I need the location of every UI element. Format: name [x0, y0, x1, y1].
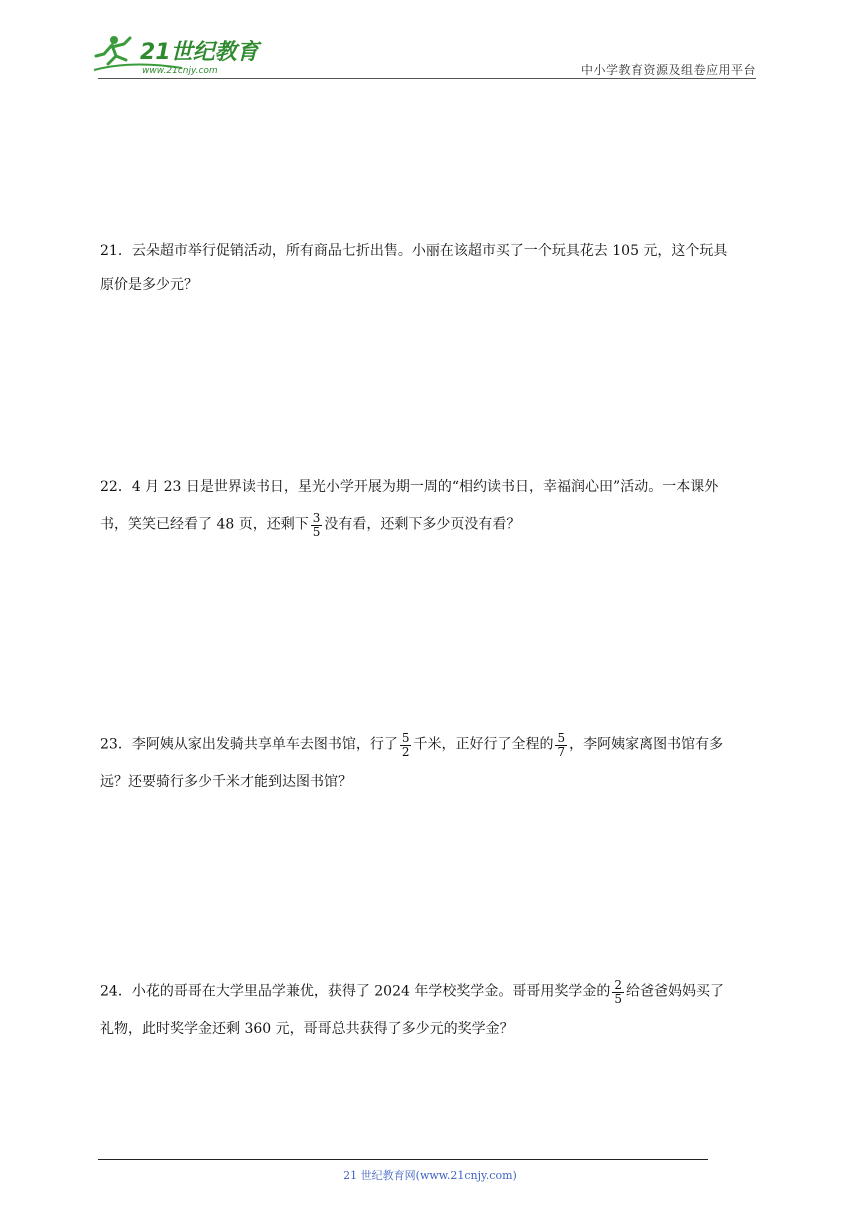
logo-url: www.21cnjy.com [142, 66, 218, 76]
fraction [400, 732, 412, 759]
question-24-line-2: 礼物，此时奖学金还剩 360 元，哥哥总共获得了多少元的奖学金？ [100, 1021, 514, 1037]
fraction-denominator: 5 [614, 992, 622, 1006]
fraction-denominator: 7 [557, 745, 566, 759]
question-23 [100, 731, 762, 792]
question-23-text-b: 千米，正好行了全程的 [413, 736, 554, 753]
fraction-numerator: 5 [401, 731, 410, 745]
question-21-line-1: 21．云朵超市举行促销活动，所有商品七折出售。小丽在该超市买了一个玩具花去 105 元，这个玩具 [100, 243, 728, 259]
fraction-numerator: 3 [312, 511, 321, 525]
question-22-line-1: 22．4 月 23 日是世界读书日，星光小学开展为期一周的“相约读书日，幸福润心田”活动。一本课外 [100, 479, 719, 495]
question-23-text-c: ，李阿姨家离图书馆有多 [569, 736, 724, 753]
fraction-denominator: 5 [312, 525, 321, 539]
question-23-line-1 [100, 731, 762, 758]
question-21-line-2: 原价是多少元？ [100, 277, 198, 293]
platform-title: 中小学教育资源及组卷应用平台 [580, 63, 756, 77]
header-divider [98, 78, 756, 79]
question-24 [100, 978, 762, 1039]
footer-divider [98, 1159, 708, 1160]
fraction-numerator: 5 [557, 731, 566, 745]
question-22-line-2 [100, 511, 762, 538]
question-24-text-a: 24．小花的哥哥在大学里品学兼优，获得了 2024 年学校奖学金。哥哥用奖学金的 [100, 983, 611, 1000]
question-22-text-b: 没有看，还剩下多少页没有看？ [324, 516, 521, 533]
question-23-text-a: 23．李阿姨从家出发骑共享单车去图书馆，行了 [100, 736, 398, 753]
question-22 [100, 477, 762, 538]
page-header [0, 0, 860, 80]
fraction-denominator: 2 [401, 745, 410, 759]
fraction [555, 732, 567, 759]
question-23-line-2: 远？还要骑行多少千米才能到达图书馆？ [100, 774, 352, 790]
question-22-text-a: 书，笑笑已经看了 48 页，还剩下 [100, 516, 309, 533]
site-logo[interactable] [92, 34, 262, 78]
logo-text: 21世纪教育 [140, 40, 259, 65]
question-24-line-1 [100, 978, 762, 1005]
runner-logo-icon [92, 34, 262, 78]
fraction-numerator: 2 [614, 978, 622, 992]
question-24-text-b: 给爸爸妈妈买了 [625, 983, 724, 1000]
fraction [612, 979, 624, 1006]
question-21 [100, 241, 762, 295]
footer-text[interactable]: 21 世纪教育网(www.21cnjy.com) [343, 1169, 517, 1182]
fraction [311, 512, 323, 539]
